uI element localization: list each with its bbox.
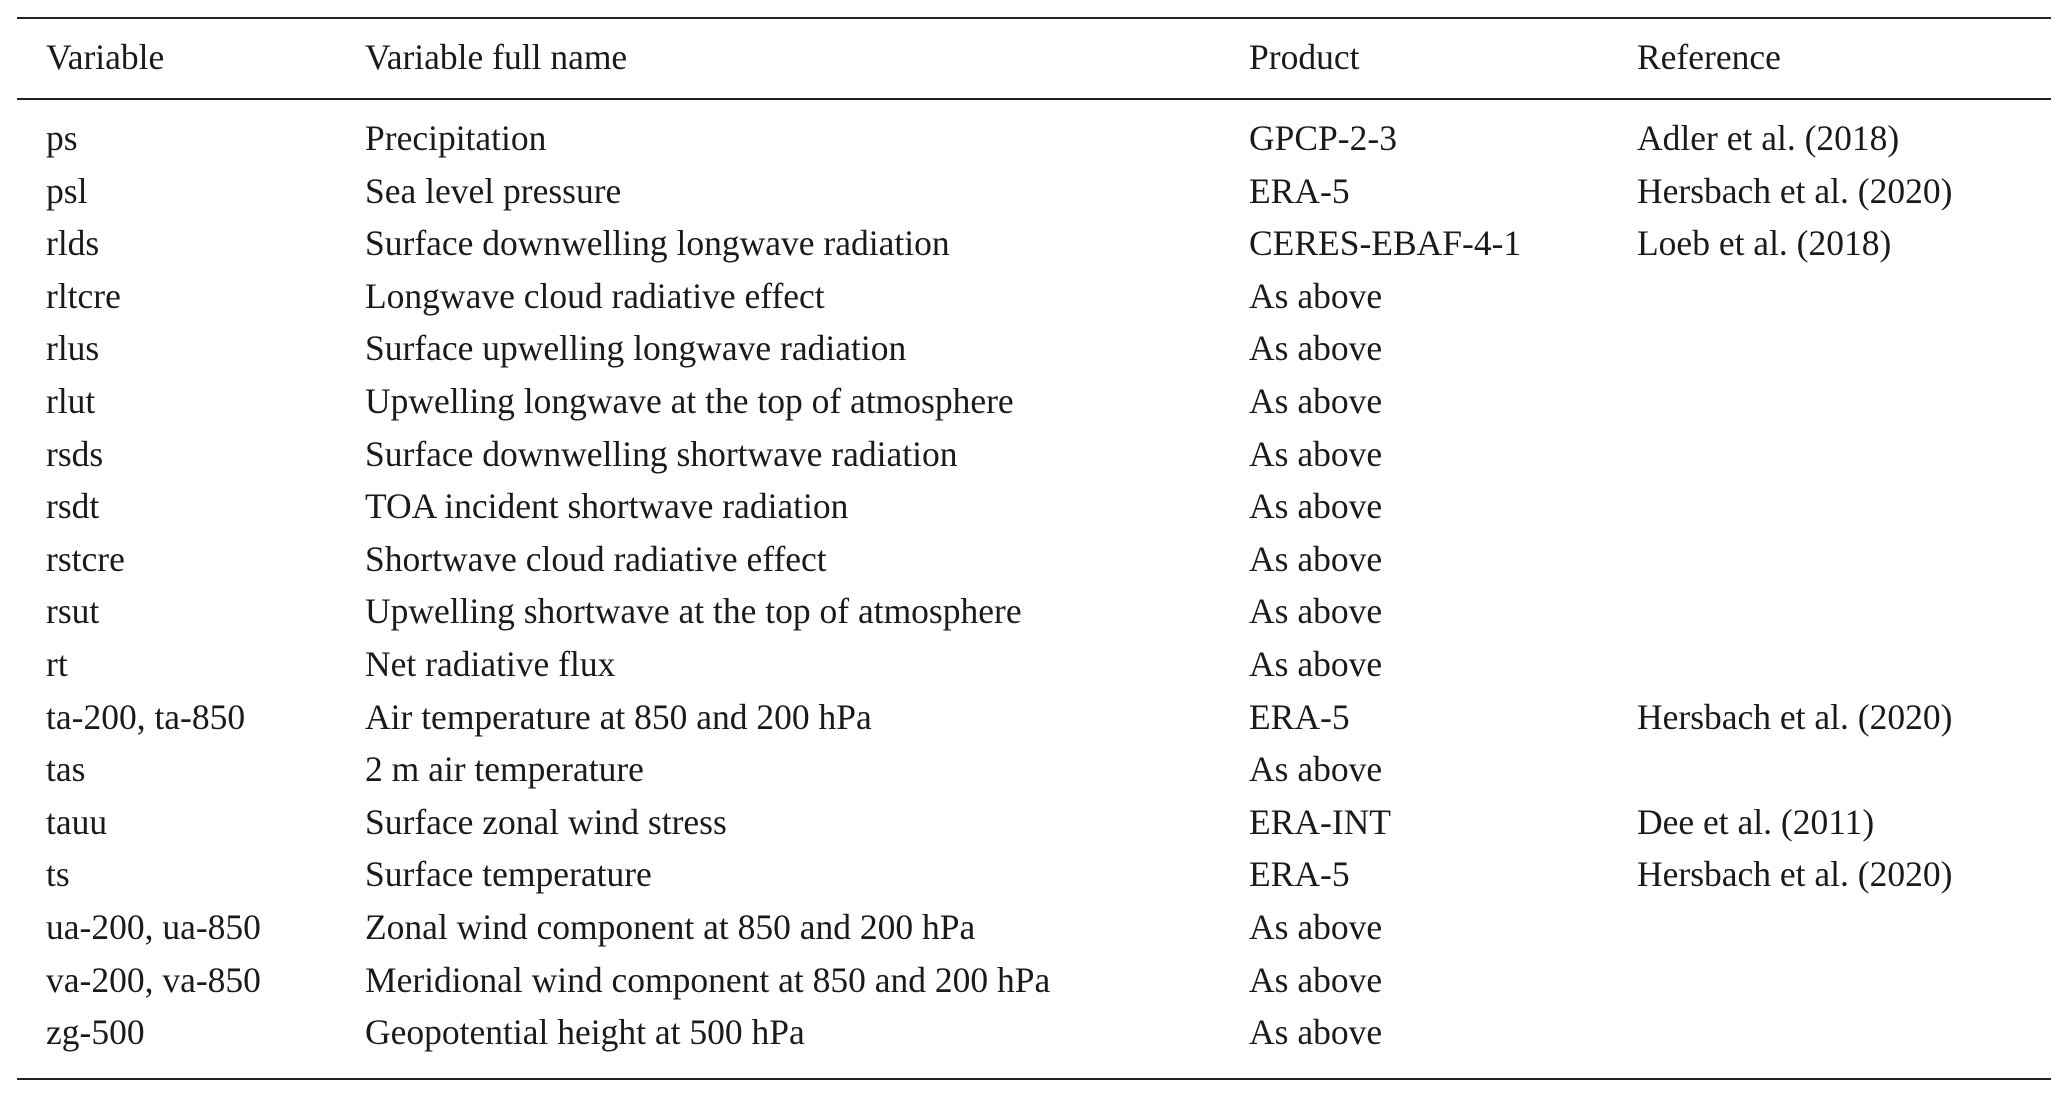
cell-full-name: Surface downwelling shortwave radiation [365, 433, 958, 474]
cell-variable: ts [46, 854, 70, 895]
cell-variable: rstcre [46, 538, 125, 579]
table-row [0, 322, 2067, 374]
cell-variable: rlds [46, 223, 100, 264]
cell-full-name: Geopotential height at 500 hPa [365, 1012, 805, 1053]
cell-product: GPCP-2-3 [1249, 118, 1397, 158]
cell-full-name: Shortwave cloud radiative effect [365, 538, 827, 579]
cell-full-name: Net radiative flux [365, 644, 616, 684]
cell-product: ERA-5 [1249, 170, 1350, 211]
cell-variable: rsut [46, 591, 100, 632]
cell-full-name: Surface upwelling longwave radiation [365, 328, 907, 369]
cell-variable: zg-500 [46, 1012, 145, 1053]
table-row [0, 165, 2067, 217]
cell-product: As above [1249, 433, 1383, 474]
cell-reference: Adler et al. (2018) [1637, 118, 1900, 158]
table-header [0, 31, 2067, 83]
cell-full-name: Surface zonal wind stress [365, 801, 727, 842]
cell-variable: tas [46, 749, 86, 790]
cell-full-name: 2 m air temperature [365, 749, 644, 790]
cell-reference: Hersbach et al. (2020) [1637, 696, 1953, 737]
table-row [0, 796, 2067, 848]
table-row [0, 428, 2067, 480]
cell-product: As above [1249, 538, 1383, 579]
cell-variable: tauu [46, 801, 108, 842]
cell-product: As above [1249, 275, 1383, 316]
cell-full-name: Zonal wind component at 850 and 200 hPa [365, 907, 976, 947]
cell-variable: ta-200, ta-850 [46, 696, 246, 737]
table-row [0, 1006, 2067, 1058]
cell-product: CERES-EBAF-4-1 [1249, 223, 1522, 264]
cell-reference: Dee et al. (2011) [1637, 801, 1875, 842]
table-row [0, 954, 2067, 1006]
cell-reference: Hersbach et al. (2020) [1637, 170, 1953, 211]
cell-product: As above [1249, 1012, 1383, 1053]
cell-variable: rsds [46, 433, 104, 474]
cell-product: ERA-5 [1249, 696, 1350, 737]
cell-product: ERA-INT [1249, 801, 1391, 842]
table-row [0, 375, 2067, 427]
table-row [0, 217, 2067, 269]
table-row [0, 848, 2067, 900]
cell-reference: Hersbach et al. (2020) [1637, 854, 1953, 895]
cell-full-name: Air temperature at 850 and 200 hPa [365, 696, 872, 737]
top-rule [17, 17, 2051, 19]
cell-product: As above [1249, 749, 1383, 790]
cell-variable: va-200, va-850 [46, 959, 261, 1000]
table-row [0, 270, 2067, 322]
cell-full-name: Surface temperature [365, 854, 652, 895]
header-variable: Variable [46, 37, 165, 77]
cell-variable: rltcre [46, 275, 121, 316]
cell-variable: rt [46, 644, 68, 684]
cell-full-name: Upwelling longwave at the top of atmosphere [365, 381, 1014, 421]
table-row [0, 743, 2067, 795]
cell-variable: rsdt [46, 486, 100, 527]
header-reference: Reference [1637, 37, 1781, 77]
cell-product: ERA-5 [1249, 854, 1350, 895]
cell-full-name: Sea level pressure [365, 170, 622, 211]
header-rule [17, 98, 2051, 100]
cell-product: As above [1249, 907, 1383, 947]
cell-product: As above [1249, 486, 1383, 527]
cell-product: As above [1249, 381, 1383, 421]
cell-variable: rlus [46, 328, 100, 369]
table-row [0, 480, 2067, 532]
bottom-rule [17, 1078, 2051, 1080]
header-full-name: Variable full name [365, 37, 628, 77]
cell-full-name: Upwelling shortwave at the top of atmosphere [365, 591, 1022, 632]
table-row [0, 691, 2067, 743]
cell-product: As above [1249, 591, 1383, 632]
cell-variable: ps [46, 118, 78, 158]
cell-variable: ua-200, ua-850 [46, 907, 261, 947]
table-row [0, 638, 2067, 690]
cell-product: As above [1249, 644, 1383, 684]
cell-full-name: TOA incident shortwave radiation [365, 486, 849, 527]
cell-variable: psl [46, 170, 88, 211]
cell-product: As above [1249, 328, 1383, 369]
cell-variable: rlut [46, 381, 96, 421]
cell-reference: Loeb et al. (2018) [1637, 223, 1892, 264]
table-row [0, 901, 2067, 953]
cell-product: As above [1249, 959, 1383, 1000]
cell-full-name: Precipitation [365, 118, 547, 158]
cell-full-name: Meridional wind component at 850 and 200 hPa [365, 959, 1051, 1000]
cell-full-name: Longwave cloud radiative effect [365, 275, 825, 316]
header-product: Product [1249, 37, 1360, 77]
table-row [0, 585, 2067, 637]
table-row [0, 533, 2067, 585]
cell-full-name: Surface downwelling longwave radiation [365, 223, 950, 264]
table-row [0, 112, 2067, 164]
